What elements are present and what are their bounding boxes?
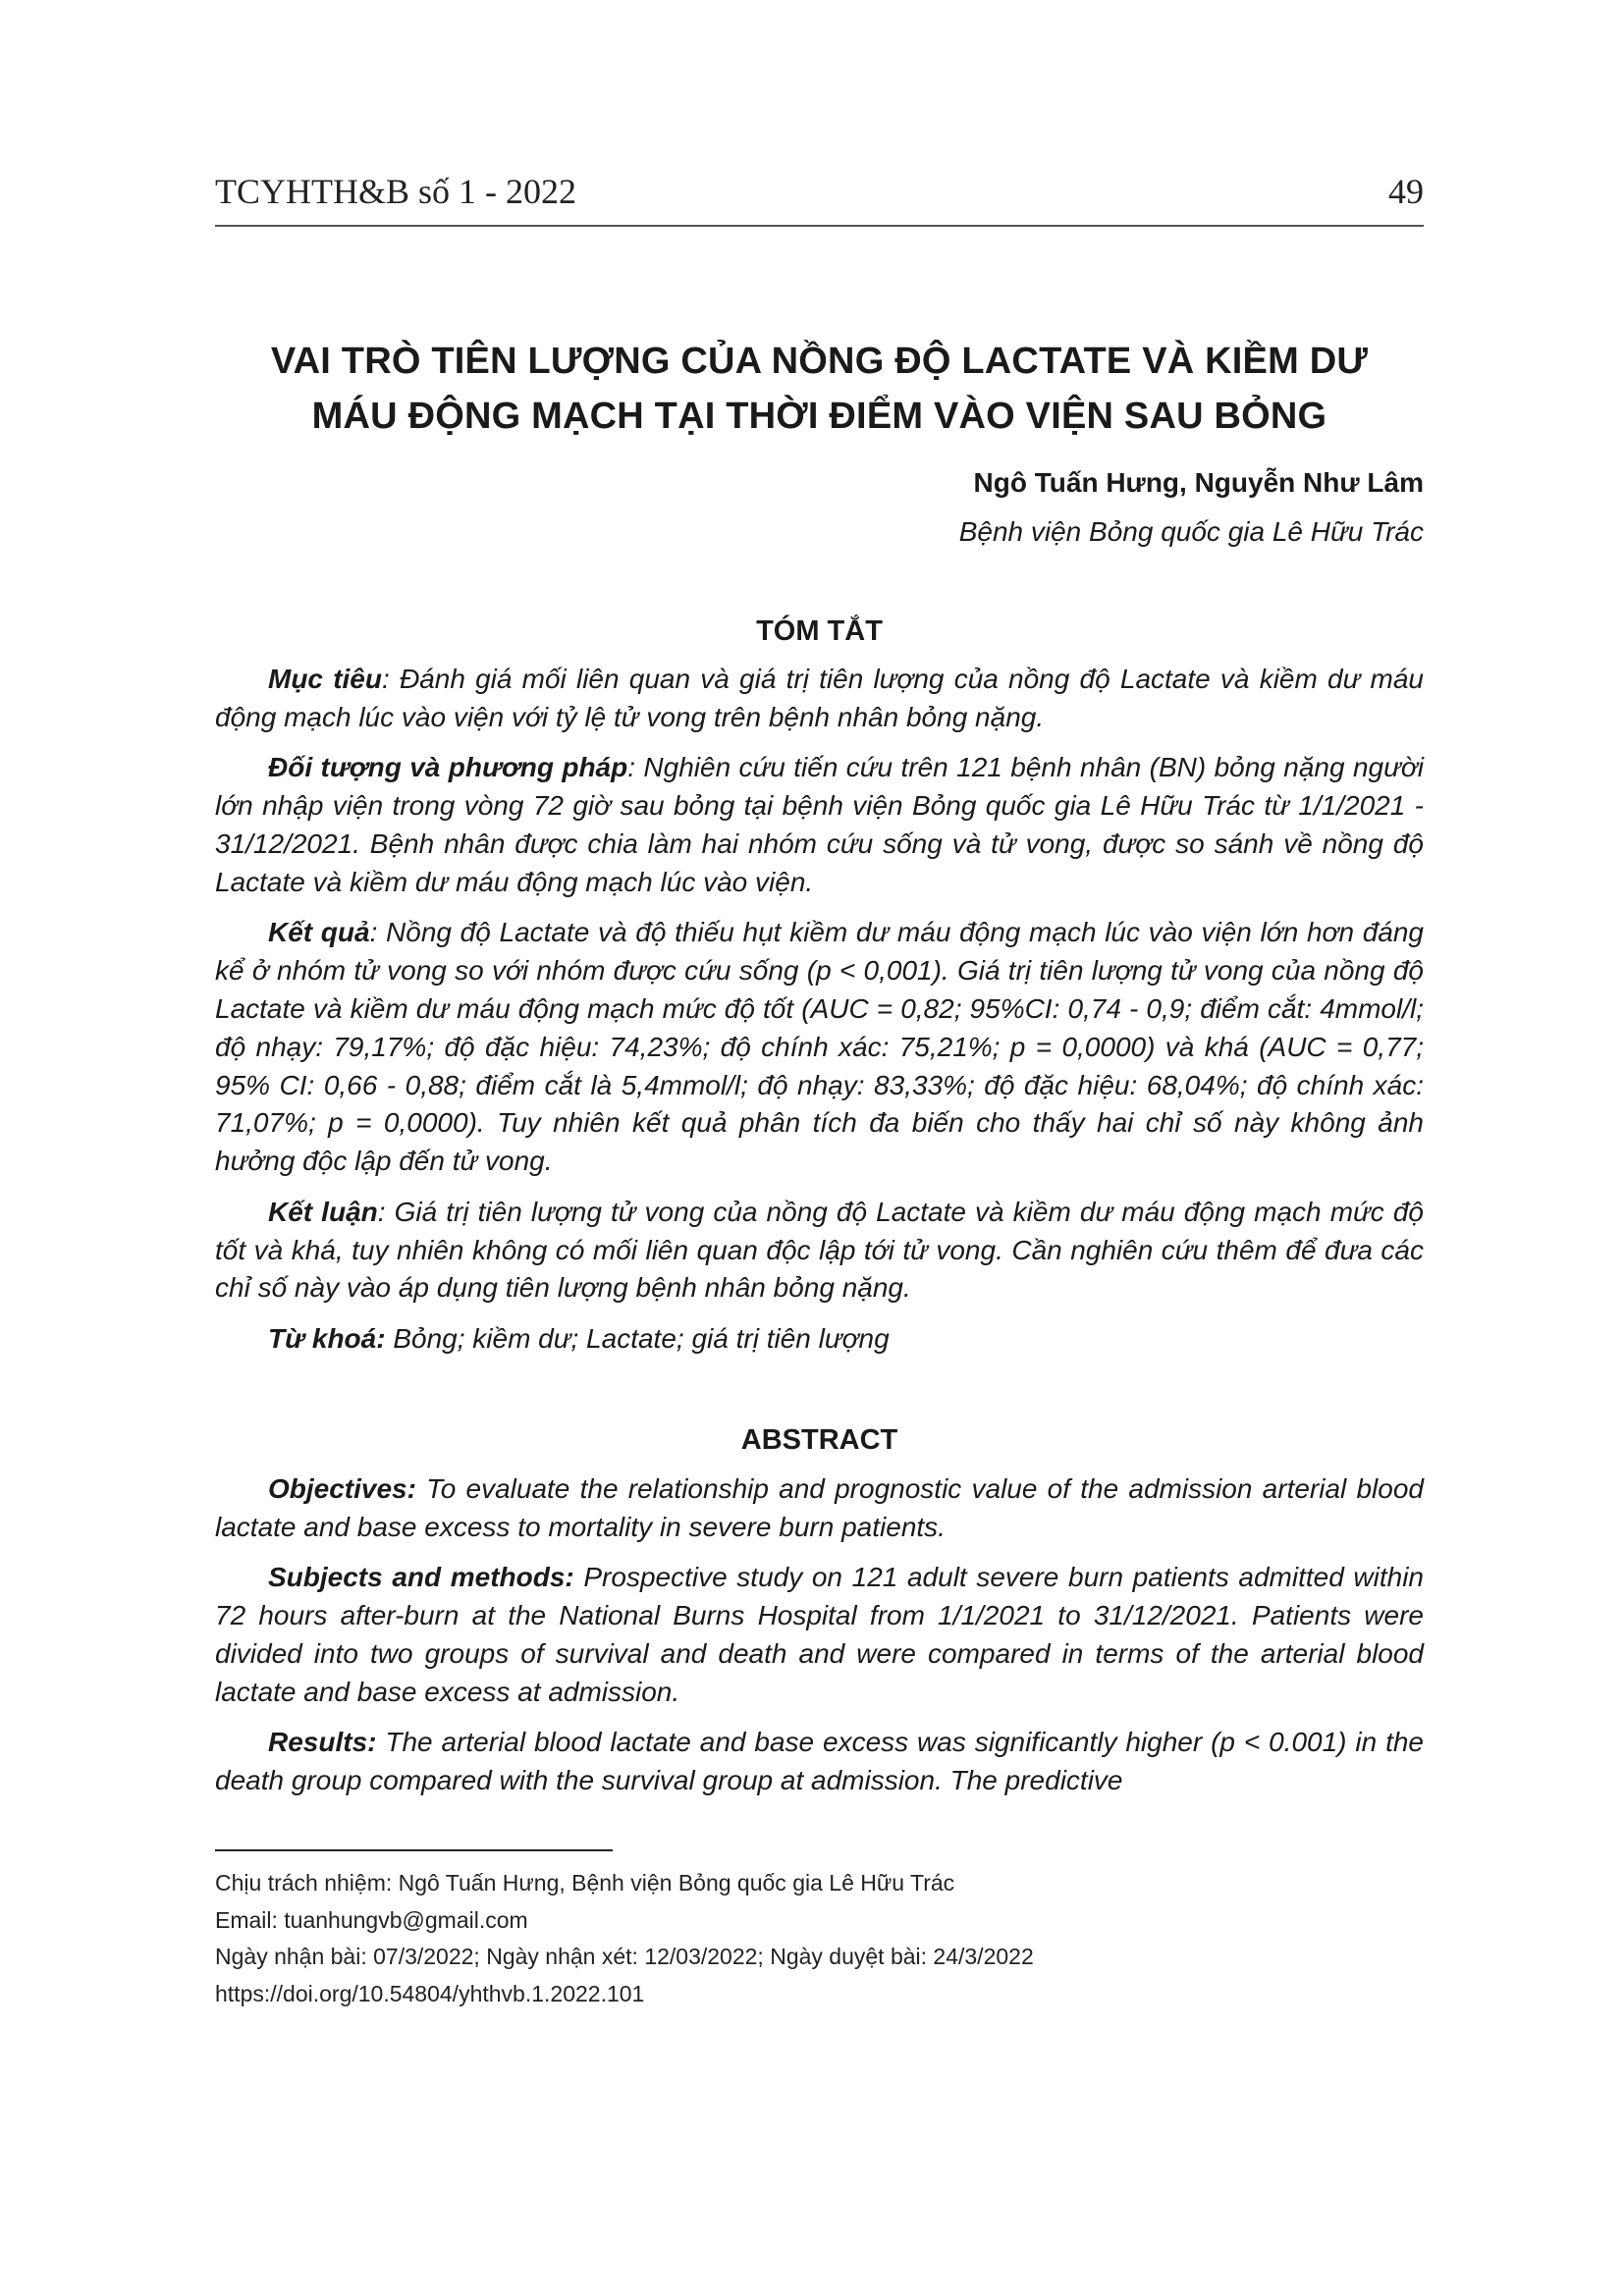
ket-luan-text: : Giá trị tiên lượng tử vong của nồng độ Lactate và kiềm dư máu động mạch mức độ tốt và khá, tuy nhiên không có mối liên quan độc lập tới tử vong. Cần nghiên cứu thêm để đưa các chỉ số này vào áp dụng tiên lượng bệnh nhân bỏng nặng. <box>215 1196 1424 1304</box>
doi-tuong-paragraph <box>215 749 1424 901</box>
ket-qua-paragraph <box>215 914 1424 1181</box>
english-abstract <box>215 1470 1424 1813</box>
header-rule <box>215 225 1424 227</box>
results-paragraph <box>215 1724 1424 1800</box>
objectives-paragraph <box>215 1470 1424 1547</box>
abstract-heading: ABSTRACT <box>740 1424 898 1456</box>
muc-tieu-text: : Đánh giá mối liên quan và giá trị tiên lượng của nồng độ Lactate và kiềm dư máu động mạch lúc vào viện với tỷ lệ tử vong trên bệnh nhân bỏng nặng. <box>215 664 1424 732</box>
ket-qua-text: : Nồng độ Lactate và độ thiếu hụt kiềm dư máu động mạch lúc vào viện lớn hơn đáng kể ở nhóm tử vong so với nhóm được cứu sống (p < 0,001). Giá trị tiên lượng tử vong của nồng độ Lactate và kiềm dư máu động mạch mức độ tốt (AUC = 0,82; 95%CI: 0,74 - 0,9; điểm cắt: 4mmol/l; độ nhạy: 79,17%; độ đặc hiệu: 74,23%; độ chính xác: 75,21%; p = 0,0000) và khá (AUC = 0,77; 95% CI: 0,66 - 0,88; điểm cắt là 5,4mmol/l; độ nhạy: 83,33%; độ đặc hiệu: 68,04%; độ chính xác: 71,07%; p = 0,0000). Tuy nhiên kết quả phân tích đa biến cho thấy hai chỉ số này không ảnh hưởng độc lập đến tử vong. <box>215 917 1424 1177</box>
ket-qua-label: Kết quả <box>268 917 370 948</box>
subjects-label: Subjects and methods: <box>268 1562 574 1593</box>
page-number: 49 <box>1388 172 1424 211</box>
objectives-text: To evaluate the relationship and prognostic value of the admission arterial blood lactate and base excess to mortality in severe burn patients. <box>215 1473 1424 1542</box>
journal-issue: TCYHTH&B số 1 - 2022 <box>215 172 576 211</box>
ket-luan-label: Kết luận <box>268 1196 378 1227</box>
tu-khoa-paragraph <box>215 1320 1424 1359</box>
tomtat-heading: TÓM TẮT <box>756 615 883 647</box>
tu-khoa-label: Từ khoá: <box>268 1322 386 1354</box>
ket-luan-paragraph <box>215 1194 1424 1308</box>
authors: Ngô Tuấn Hưng, Nguyễn Như Lâm <box>973 467 1424 498</box>
doi-tuong-text: : Nghiên cứu tiến cứu trên 121 bệnh nhân (BN) bỏng nặng người lớn nhập viện trong vòng 72 giờ sau bỏng tại bệnh viện Bỏng quốc gia Lê Hữu Trác từ 1/1/2021 - 31/12/2021. Bệnh nhân được chia làm hai nhóm cứu sống và tử vong, được so sánh về nồng độ Lactate và kiềm dư máu động mạch lúc vào viện. <box>215 752 1424 897</box>
muc-tieu-label: Mục tiêu <box>268 664 382 694</box>
doi-tuong-label: Đối tượng và phương pháp <box>268 752 628 783</box>
footnote-rule <box>215 1849 613 1851</box>
title-line-2: MÁU ĐỘNG MẠCH TẠI THỜI ĐIỂM VÀO VIỆN SAU BỎNG <box>311 396 1327 437</box>
objectives-label: Objectives: <box>268 1473 416 1504</box>
footnote-doi: https://doi.org/10.54804/yhthvb.1.2022.101 <box>215 1980 645 2006</box>
article-title <box>215 334 1424 444</box>
title-line-1: VAI TRÒ TIÊN LƯỢNG CỦA NỒNG ĐỘ LACTATE VÀ KIỀM DƯ <box>270 341 1369 382</box>
results-label: Results: <box>268 1727 377 1758</box>
footnote-email: Email: tuanhungvb@gmail.com <box>215 1906 528 1933</box>
subjects-paragraph <box>215 1559 1424 1711</box>
footnote-dates: Ngày nhận bài: 07/3/2022; Ngày nhận xét: 12/03/2022; Ngày duyệt bài: 24/3/2022 <box>215 1944 1034 1969</box>
tu-khoa-text: Bỏng; kiềm dư; Lactate; giá trị tiên lượng <box>385 1322 890 1354</box>
running-header <box>215 172 1424 211</box>
subjects-text: Prospective study on 121 adult severe burn patients admitted within 72 hours after-burn at the National Burns Hospital from 1/1/2021 to 31/12/2021. Patients were divided into two groups of survival and death and were compared in terms of the arterial blood lactate and base excess at admission. <box>215 1562 1424 1707</box>
results-text: The arterial blood lactate and base excess was significantly higher (p < 0.001) in the death group compared with the survival group at admission. The predictive <box>215 1727 1424 1796</box>
footnotes <box>215 1865 1424 2012</box>
affiliation: Bệnh viện Bỏng quốc gia Lê Hữu Trác <box>958 516 1424 547</box>
vietnamese-summary <box>215 661 1424 1371</box>
footnote-responsible: Chịu trách nhiệm: Ngô Tuấn Hưng, Bệnh viện Bỏng quốc gia Lê Hữu Trác <box>215 1870 955 1896</box>
muc-tieu-paragraph <box>215 661 1424 737</box>
